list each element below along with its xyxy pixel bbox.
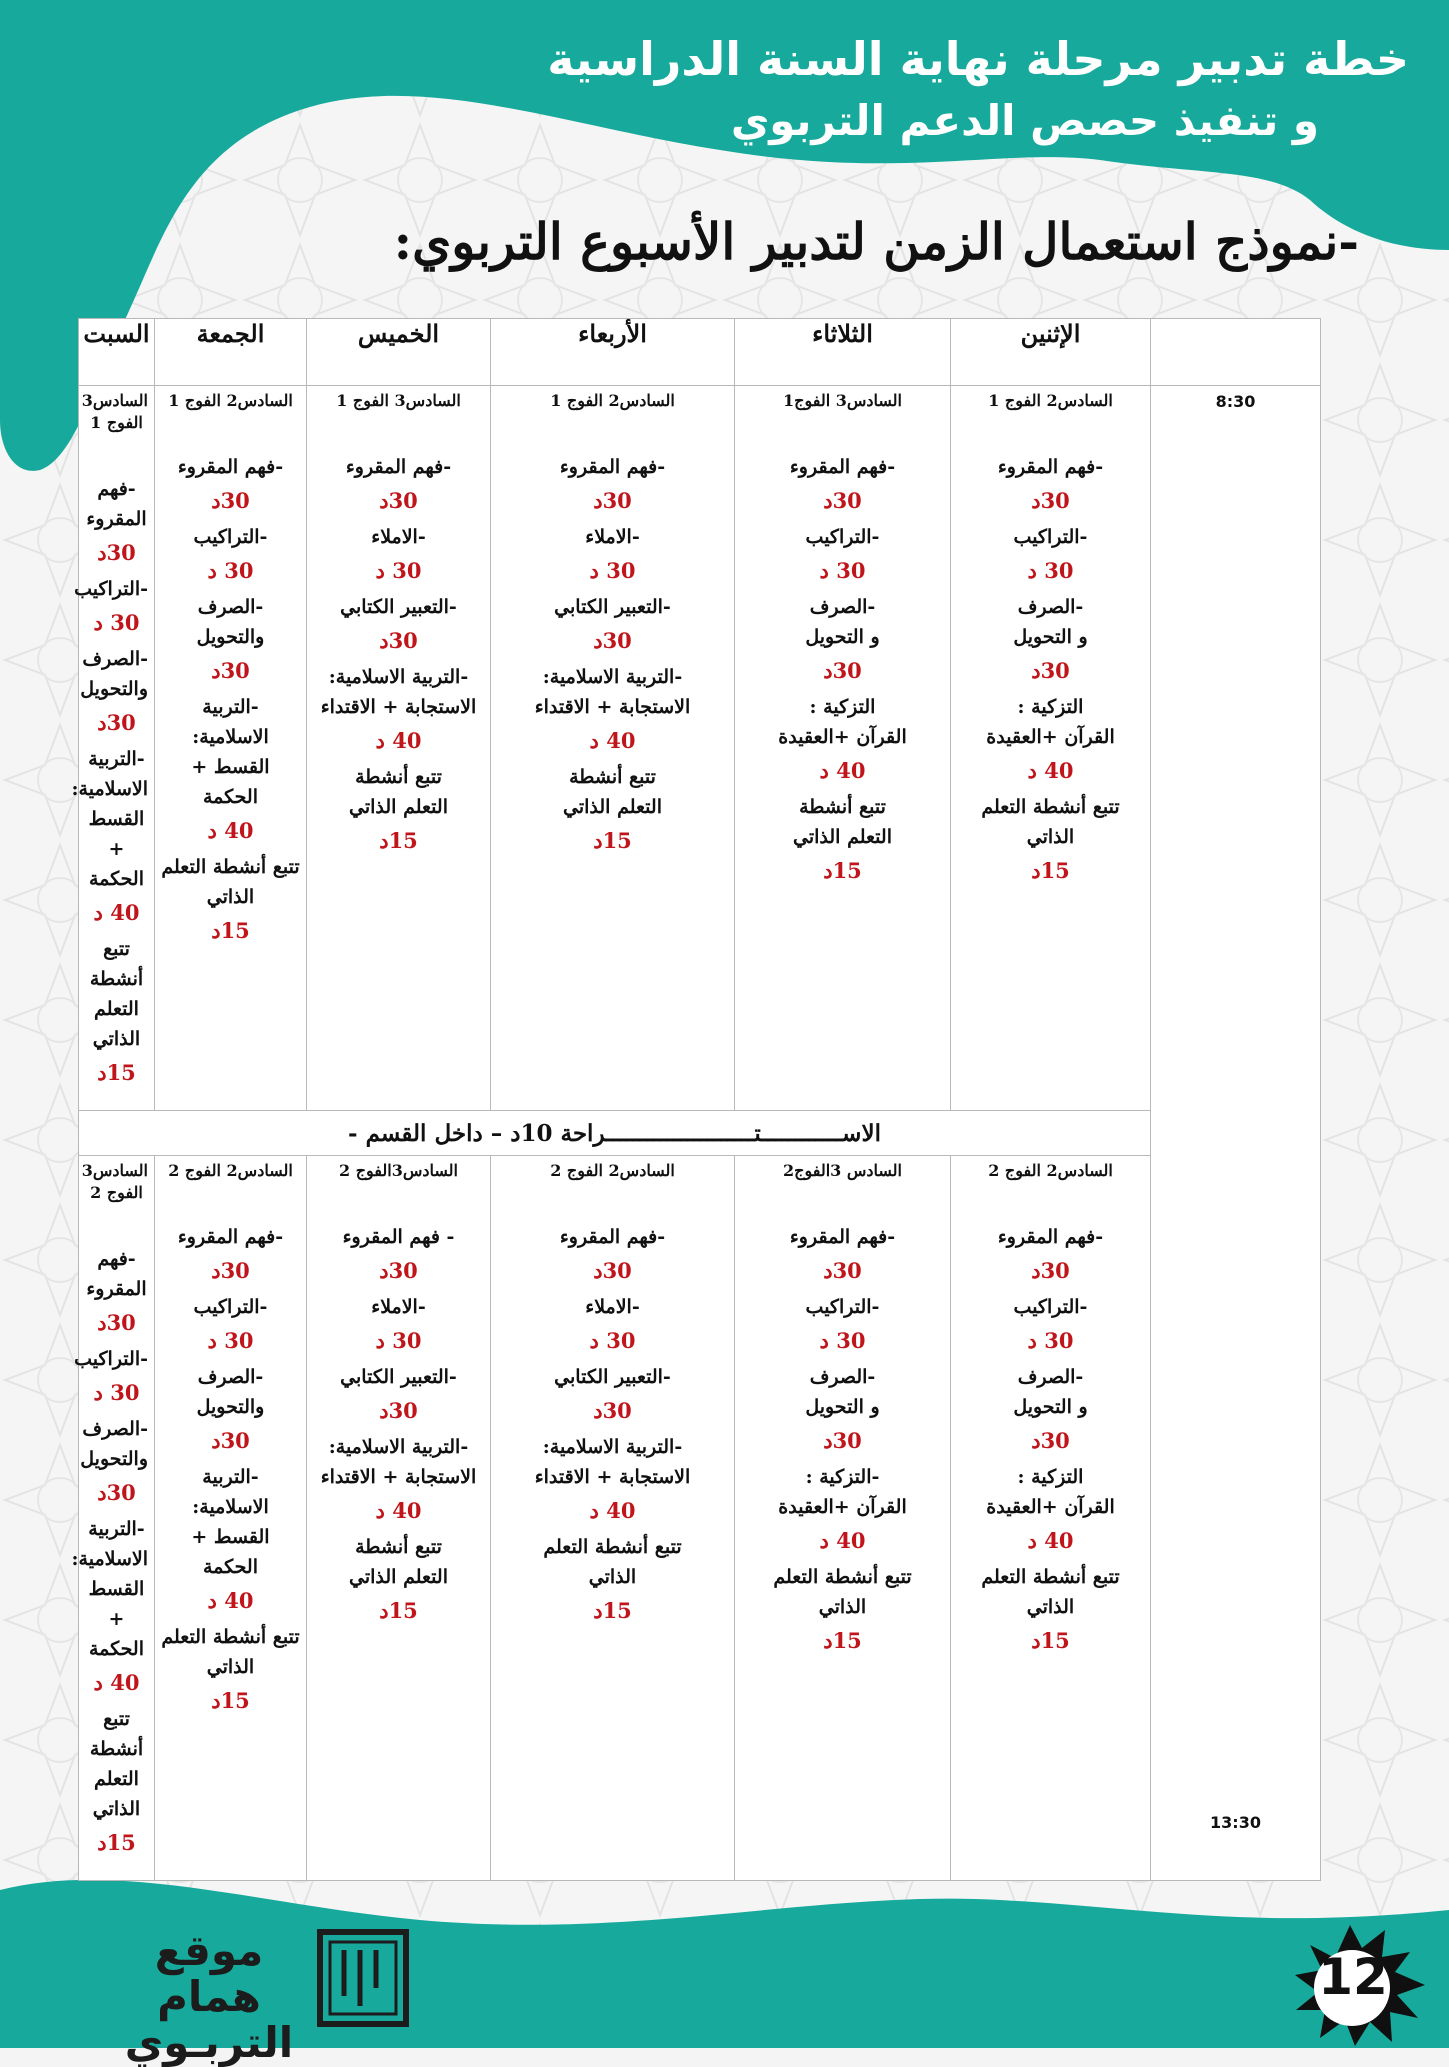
corner-cell — [1151, 319, 1321, 386]
cell-content — [71, 1156, 154, 1880]
day-header: الأربعاء — [491, 319, 735, 386]
day-header: السبت — [79, 319, 155, 386]
subject-label: -التعبير الكتابي — [554, 596, 671, 618]
subject-label: تتبع أنشطة التعلم الذاتي — [89, 1708, 144, 1820]
cell-content — [307, 386, 490, 878]
subject-label: تتبع أنشطة التعلم الذاتي — [981, 1566, 1120, 1618]
subject-label: -الصرف والتحويل — [80, 1418, 148, 1470]
duration-label: 30د — [97, 1310, 136, 1335]
duration-label: 15د — [823, 858, 862, 883]
duration-label: 30 د — [1027, 558, 1074, 583]
duration-label: 40 د — [589, 1498, 636, 1523]
subject-label: -الصرف و التحويل — [1013, 596, 1088, 648]
logo-line-1: موقع همام — [154, 1926, 264, 2021]
subject-label: تتبع أنشطة التعلم الذاتي — [161, 856, 300, 908]
duration-label: 30د — [1031, 1258, 1070, 1283]
header-title — [547, 28, 1409, 152]
subject-label: -التعبير الكتابي — [340, 596, 457, 618]
cell-content — [491, 1156, 734, 1648]
subject-label: -الاملاء — [585, 1296, 640, 1318]
duration-label: 15د — [593, 1598, 632, 1623]
duration-label: 30د — [97, 540, 136, 565]
group-label: السادس3 الفوج 1 — [81, 391, 148, 432]
duration-label: 30د — [823, 1428, 862, 1453]
duration-label: 40 د — [93, 900, 140, 925]
break-row — [79, 1111, 1321, 1156]
subject-label: -فهم المقروء — [789, 1226, 896, 1248]
subject-label: -الاملاء — [371, 526, 426, 548]
day-header: الخميس — [307, 319, 491, 386]
day-cell — [307, 1156, 491, 1881]
subject-label: -الاملاء — [371, 1296, 426, 1318]
subject-label: -التراكيب — [74, 578, 148, 600]
subject-label: -التراكيب — [193, 1296, 268, 1318]
duration-label: 30د — [1031, 488, 1070, 513]
subject-label: التزكية : القرآن +العقيدة — [986, 696, 1115, 748]
group-label: السادس3 الفوج 2 — [81, 1161, 148, 1202]
subject-label: -التراكيب — [1013, 1296, 1088, 1318]
duration-label: 30د — [379, 628, 418, 653]
duration-label: 30 د — [589, 558, 636, 583]
subject-label: تتبع أنشطة التعلم الذاتي — [161, 1626, 300, 1678]
day-cell — [951, 1156, 1151, 1881]
duration-label: 30د — [593, 628, 632, 653]
duration-label: 15د — [379, 828, 418, 853]
group-label: السادس3الفوج 2 — [339, 1161, 458, 1180]
duration-label: 30د — [823, 1258, 862, 1283]
duration-label: 40 د — [375, 728, 422, 753]
duration-label: 15د — [1031, 1628, 1070, 1653]
duration-label: 40 د — [207, 818, 254, 843]
group-label: السادس2 الفوج 2 — [168, 1161, 293, 1180]
subject-label: -فهم المقروء — [345, 456, 452, 478]
schedule-row-block-1 — [79, 386, 1321, 1111]
duration-label: 30د — [593, 1398, 632, 1423]
page-number-text: 12 — [1318, 1948, 1388, 2006]
subject-label: -الصرف و التحويل — [1013, 1366, 1088, 1418]
subject-label: -التراكيب — [805, 526, 880, 548]
duration-label: 15د — [379, 1598, 418, 1623]
duration-label: 15د — [211, 1688, 250, 1713]
duration-label: 30د — [1031, 658, 1070, 683]
duration-label: 15د — [823, 1628, 862, 1653]
cell-content — [155, 1156, 306, 1738]
duration-label: 30د — [379, 488, 418, 513]
duration-label: 30د — [379, 1398, 418, 1423]
duration-label: 30د — [1031, 1428, 1070, 1453]
cell-content — [951, 386, 1150, 908]
end-time: 13:30 — [1210, 1813, 1261, 1832]
subject-label: التزكية : القرآن +العقيدة — [778, 696, 907, 748]
day-cell — [491, 1156, 735, 1881]
subject-label: -الاملاء — [585, 526, 640, 548]
subject-label: -التراكيب — [1013, 526, 1088, 548]
schedule-row-block-2 — [79, 1156, 1321, 1881]
subject-label: -فهم المقروء — [86, 478, 147, 530]
subject-label: -الصرف و التحويل — [805, 1366, 880, 1418]
day-cell — [155, 1156, 307, 1881]
duration-label: 30 د — [207, 1328, 254, 1353]
subject-label: -فهم المقروء — [559, 456, 666, 478]
subject-label: تتبع أنشطة التعلم الذاتي — [543, 1536, 682, 1588]
duration-label: 30د — [211, 1258, 250, 1283]
day-cell — [155, 386, 307, 1111]
subject-label: التزكية : القرآن +العقيدة — [986, 1466, 1115, 1518]
duration-label: 40 د — [819, 1528, 866, 1553]
subject-label: -التراكيب — [805, 1296, 880, 1318]
days-header-row — [79, 319, 1321, 386]
day-cell — [735, 1156, 951, 1881]
cell-content — [735, 1156, 950, 1678]
duration-label: 30 د — [819, 1328, 866, 1353]
group-label: السادس2 الفوج 2 — [988, 1161, 1113, 1180]
day-cell — [307, 386, 491, 1111]
subject-label: -التعبير الكتابي — [340, 1366, 457, 1388]
subject-label: -فهم المقروء — [997, 456, 1104, 478]
group-label: السادس3 الفوج 1 — [336, 391, 461, 410]
duration-label: 30 د — [589, 1328, 636, 1353]
duration-label: 30 د — [819, 558, 866, 583]
subject-label: -التراكيب — [193, 526, 268, 548]
duration-label: 40 د — [207, 1588, 254, 1613]
time-column — [1151, 386, 1321, 1881]
subject-label: تتبع أنشطة التعلم الذاتي — [981, 796, 1120, 848]
subject-label: -التربية الاسلامية: القسط + الحكمة — [71, 748, 148, 890]
day-header: الجمعة — [155, 319, 307, 386]
day-cell — [71, 1156, 155, 1881]
duration-label: 30 د — [93, 610, 140, 635]
subject-label: -الصرف والتحويل — [80, 648, 148, 700]
group-label: السادس2 الفوج 2 — [550, 1161, 675, 1180]
group-label: السادس2 الفوج 1 — [168, 391, 293, 410]
duration-label: 40 د — [93, 1670, 140, 1695]
subject-label: تتبع أنشطة التعلم الذاتي — [773, 1566, 912, 1618]
duration-label: 30د — [593, 1258, 632, 1283]
subject-label: -التزكية : القرآن +العقيدة — [778, 1466, 907, 1518]
day-cell — [71, 386, 155, 1111]
page-heading: -نموذج استعمال الزمن لتدبير الأسبوع التربوي: — [393, 212, 1359, 271]
subject-label: -التراكيب — [74, 1348, 148, 1370]
duration-label: 30د — [823, 488, 862, 513]
logo-line-2: التربـوي — [124, 2018, 294, 2067]
duration-label: 40 د — [375, 1498, 422, 1523]
subject-label: تتبع أنشطة التعلم الذاتي — [89, 938, 144, 1050]
cell-content — [155, 386, 306, 968]
duration-label: 40 د — [819, 758, 866, 783]
subject-label: -التربية الاسلامية: الاستجابة + الاقتداء — [534, 1436, 691, 1488]
schedule-table — [71, 318, 1321, 1881]
group-label: السادس2 الفوج 1 — [988, 391, 1113, 410]
subject-label: -فهم المقروء — [559, 1226, 666, 1248]
duration-label: 30 د — [375, 1328, 422, 1353]
group-label: السادس2 الفوج 1 — [550, 391, 675, 410]
header-line-2: و تنفيذ حصص الدعم التربوي — [730, 96, 1319, 145]
subject-label: -التربية الاسلامية: الاستجابة + الاقتداء — [534, 666, 691, 718]
day-cell — [491, 386, 735, 1111]
day-cell — [951, 386, 1151, 1111]
duration-label: 15د — [593, 828, 632, 853]
site-logo — [104, 1920, 414, 2067]
duration-label: 30د — [379, 1258, 418, 1283]
duration-label: 15د — [97, 1830, 136, 1855]
day-header: الثلاثاء — [735, 319, 951, 386]
cell-content — [951, 1156, 1150, 1678]
cell-content — [735, 386, 950, 908]
duration-label: 30د — [211, 488, 250, 513]
duration-label: 15د — [97, 1060, 136, 1085]
subject-label: -فهم المقروء — [997, 1226, 1104, 1248]
break-text: الاســــــــــــتــــــــــــــــــــــراحة 10د – داخل القسم - — [79, 1111, 1151, 1156]
cell-content — [71, 386, 154, 1110]
duration-label: 30 د — [1027, 1328, 1074, 1353]
subject-label: تتبع أنشطة التعلم الذاتي — [349, 1536, 448, 1588]
duration-label: 15د — [211, 918, 250, 943]
subject-label: -التربية الاسلامية: القسط + الحكمة — [191, 696, 270, 808]
subject-label: -فهم المقروء — [177, 456, 284, 478]
duration-label: 30د — [211, 1428, 250, 1453]
subject-label: تتبع أنشطة التعلم الذاتي — [563, 766, 662, 818]
duration-label: 30 د — [93, 1380, 140, 1405]
duration-label: 40 د — [1027, 758, 1074, 783]
day-cell — [735, 386, 951, 1111]
subject-label: -التربية الاسلامية: القسط + الحكمة — [71, 1518, 148, 1660]
subject-label: تتبع أنشطة التعلم الذاتي — [349, 766, 448, 818]
duration-label: 30د — [97, 710, 136, 735]
subject-label: -فهم المقروء — [177, 1226, 284, 1248]
subject-label: -التربية الاسلامية: الاستجابة + الاقتداء — [320, 1436, 477, 1488]
duration-label: 30 د — [207, 558, 254, 583]
group-label: السادس3 الفوج1 — [783, 391, 902, 410]
subject-label: -التربية الاسلامية: الاستجابة + الاقتداء — [320, 666, 477, 718]
subject-label: -التربية الاسلامية: القسط + الحكمة — [191, 1466, 270, 1578]
page-number — [1278, 1910, 1428, 2050]
subject-label: -الصرف و التحويل — [805, 596, 880, 648]
duration-label: 30د — [211, 658, 250, 683]
subject-label: -الصرف والتحويل — [196, 596, 265, 648]
schedule-table-wrapper — [71, 318, 1320, 1881]
subject-label: - فهم المقروء — [342, 1226, 455, 1248]
duration-label: 30د — [97, 1480, 136, 1505]
duration-label: 30د — [823, 658, 862, 683]
subject-label: -التعبير الكتابي — [554, 1366, 671, 1388]
duration-label: 15د — [1031, 858, 1070, 883]
duration-label: 30 د — [375, 558, 422, 583]
subject-label: -فهم المقروء — [86, 1248, 147, 1300]
cell-content — [307, 1156, 490, 1648]
duration-label: 40 د — [589, 728, 636, 753]
subject-label: -فهم المقروء — [789, 456, 896, 478]
cell-content — [491, 386, 734, 878]
header-line-1: خطة تدبير مرحلة نهاية السنة الدراسية — [547, 32, 1409, 86]
subject-label: تتبع أنشطة التعلم الذاتي — [793, 796, 892, 848]
start-time: 8:30 — [1215, 392, 1256, 411]
duration-label: 40 د — [1027, 1528, 1074, 1553]
group-label: السادس 3الفوج2 — [783, 1161, 902, 1180]
duration-label: 30د — [593, 488, 632, 513]
subject-label: -الصرف والتحويل — [196, 1366, 265, 1418]
day-header: الإثنين — [951, 319, 1151, 386]
